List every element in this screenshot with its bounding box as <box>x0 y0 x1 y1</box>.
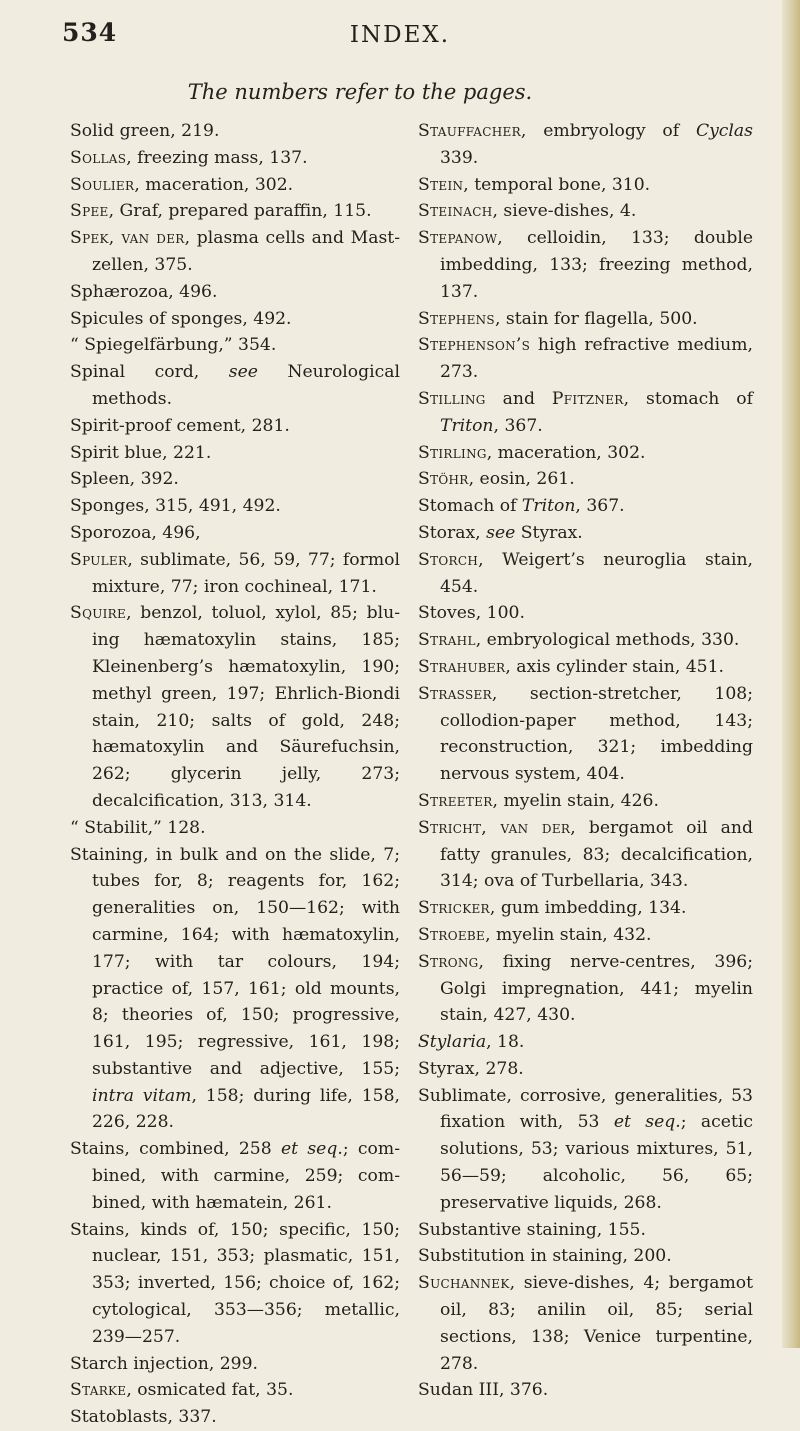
index-entry <box>418 1083 753 1217</box>
entry-segment: , Graf, prepared paraffin, 115. <box>108 201 372 222</box>
index-entry <box>418 172 753 199</box>
entry-segment: 339. <box>440 147 479 168</box>
entry-segment: , sieve-dishes, 4; bergamot oil, 83; anilin oil, 85; serial sections, 138; Venice turpentine, 278. <box>440 1273 753 1374</box>
index-entry <box>418 1217 753 1244</box>
index-entry <box>70 466 400 493</box>
index-entry <box>70 520 400 547</box>
entry-segment: , Weigert’s neuroglia stain, 454. <box>440 549 753 597</box>
entry-segment: see <box>486 522 516 543</box>
entry-segment: Strahuber <box>418 656 506 677</box>
entry-segment: , embryology of <box>520 121 696 141</box>
entry-segment: Starke <box>70 1380 127 1401</box>
index-entry <box>418 466 753 493</box>
entry-segment: Spuler <box>70 549 128 570</box>
page-edge <box>782 0 800 1348</box>
entry-segment: Suchannek <box>418 1273 510 1294</box>
index-entry <box>418 895 753 922</box>
entry-segment: Stilling <box>418 388 486 409</box>
index-entry <box>418 788 753 815</box>
index-entry <box>70 1136 400 1216</box>
entry-segment: “ Stabilit,” 128. <box>70 817 206 838</box>
entry-segment: Stylaria <box>418 1032 487 1053</box>
entry-segment: Cyclas <box>695 121 753 141</box>
index-entry <box>418 547 753 601</box>
entry-segment: Neurological methods. <box>92 362 401 409</box>
index-entry <box>70 145 400 172</box>
entry-segment: ; combined, with carmine, 259; combined, with hæmatein, 261. <box>92 1139 401 1213</box>
entry-segment: Stirling <box>418 442 487 463</box>
entry-segment: Strasser <box>418 683 492 704</box>
index-entry <box>70 842 400 1137</box>
entry-segment: Spek, van der <box>70 228 185 249</box>
entry-segment: Spee <box>70 201 109 222</box>
index-entry <box>418 1029 753 1056</box>
entry-segment: Statoblasts, 337. <box>70 1407 217 1428</box>
entry-segment: Spinal cord, <box>70 362 229 383</box>
index-entry <box>70 118 400 145</box>
entry-segment: “ Spiegelfärbung,” 354. <box>70 335 277 356</box>
entry-segment: ; acetic solutions, 53; various mixtures, 51, 56—59; alcoholic, 56, 65; preservative liquids, 268. <box>440 1112 753 1213</box>
index-entry <box>70 1404 400 1431</box>
entry-segment: , section-stretcher, 108; collodion-paper method, 143; reconstruction, 321; imbedding nervous system, 404. <box>440 683 753 785</box>
entry-segment: Stains, combined, 258 <box>70 1139 281 1160</box>
index-entry <box>418 1270 753 1377</box>
entry-segment: Storch <box>418 549 479 570</box>
entry-segment: Sudan III, 376. <box>418 1380 549 1401</box>
entry-segment: , embryological methods, 330. <box>475 630 740 651</box>
entry-segment: , 367. <box>575 496 625 517</box>
entry-segment: Styrax. <box>515 522 583 543</box>
entry-segment: Sollas <box>70 147 127 168</box>
index-entry <box>418 118 753 172</box>
entry-segment: , eosin, 261. <box>468 469 575 490</box>
entry-segment: , 367. <box>493 415 543 436</box>
index-entry <box>70 440 400 467</box>
entry-segment: Stephens <box>418 308 495 329</box>
index-entry <box>70 198 400 225</box>
entry-segment: Spicules of sponges, 492. <box>70 308 292 329</box>
entry-segment: , gum imbedding, 134. <box>489 898 687 919</box>
entry-segment: Sublimate, corrosive, generalities, 53 fixation with, 53 <box>418 1085 753 1133</box>
index-entry <box>418 922 753 949</box>
entry-segment: , maceration, 302. <box>486 442 646 463</box>
entry-segment: , maceration, 302. <box>134 174 294 195</box>
index-entry <box>418 1377 753 1404</box>
index-column-right <box>418 118 753 1404</box>
index-entry <box>70 359 400 413</box>
entry-segment: , osmicated fat, 35. <box>126 1380 294 1401</box>
page-subtitle: The numbers refer to the pages. <box>187 80 533 104</box>
entry-segment: , 18. <box>486 1032 525 1053</box>
index-entry <box>418 225 753 305</box>
entry-segment: , stain for flagella, 500. <box>494 308 698 329</box>
index-entry <box>418 440 753 467</box>
entry-segment: Steinach <box>418 201 493 222</box>
entry-segment: Stroebe <box>418 924 486 945</box>
entry-segment: Streeter <box>418 790 493 811</box>
entry-segment: Starch injection, 299. <box>70 1353 259 1374</box>
index-entry <box>70 225 400 279</box>
entry-segment: Stepanow <box>418 228 498 249</box>
entry-segment: , freezing mass, 137. <box>126 147 308 168</box>
index-entry <box>70 279 400 306</box>
entry-segment: Spirit-proof cement, 281. <box>70 415 290 436</box>
index-entry <box>70 1377 400 1404</box>
entry-segment: , myelin stain, 432. <box>485 924 652 945</box>
entry-segment: et seq. <box>613 1112 681 1133</box>
entry-segment: , myelin stain, 426. <box>492 790 659 811</box>
index-entry <box>70 172 400 199</box>
entry-segment: Strahl <box>418 630 476 651</box>
entry-segment: Spleen, 392. <box>70 469 179 490</box>
entry-segment: , axis cylinder stain, 451. <box>505 656 725 677</box>
entry-segment: , bergamot oil and fatty granules, 83; decalcification, 314; ova of Turbellaria, 343. <box>440 817 753 892</box>
index-entry <box>70 413 400 440</box>
entry-segment: , 158; during life, 158, 226, 228. <box>92 1085 401 1133</box>
entry-segment: , temporal bone, 310. <box>463 174 651 195</box>
entry-segment: , sieve-dishes, 4. <box>492 201 637 222</box>
index-entry <box>70 1217 400 1351</box>
index-entry <box>418 386 753 440</box>
entry-segment: Substantive staining, 155. <box>418 1219 646 1240</box>
index-entry <box>418 654 753 681</box>
index-entry <box>70 332 400 359</box>
index-entry <box>70 306 400 333</box>
entry-segment: Storax, <box>418 522 487 543</box>
entry-segment: Stephenson’s <box>418 335 531 356</box>
entry-segment: Stöhr <box>418 469 469 490</box>
index-entry <box>70 600 400 814</box>
index-entry <box>418 681 753 788</box>
index-entry <box>70 493 400 520</box>
entry-segment: , plasma cells and Mastzellen, 375. <box>92 228 400 275</box>
index-entry <box>418 306 753 333</box>
index-entry <box>70 547 400 601</box>
entry-segment: Solid green, 219. <box>70 121 220 141</box>
entry-segment: Stomach of <box>418 496 522 517</box>
entry-segment: Sporozoa, 496, <box>70 522 201 543</box>
entry-segment: high refractive medium, 273. <box>440 335 753 383</box>
running-head: INDEX. <box>349 22 451 48</box>
entry-segment: Sphærozoa, 496. <box>70 281 218 302</box>
entry-segment: see <box>228 362 258 383</box>
entry-segment: intra vitam <box>92 1085 192 1106</box>
entry-segment: Stricht, van der <box>418 817 571 838</box>
index-entry <box>418 332 753 386</box>
page-number: 534 <box>62 18 118 47</box>
index-entry <box>418 493 753 520</box>
index-entry <box>418 198 753 225</box>
entry-segment: and <box>485 388 552 409</box>
entry-segment: Stauffacher <box>418 121 521 141</box>
index-entry <box>418 627 753 654</box>
entry-segment: Strong <box>418 951 479 972</box>
entry-segment: Stains, kinds of, 150; specific, 150; nuclear, 151, 353; plasmatic, 151, 353; inverted, 156; choice of, 162; cytological, 353—356; metallic, 239—257. <box>70 1219 400 1347</box>
entry-segment: , benzol, toluol, xylol, 85; bluing hæmatoxylin stains, 185; Kleinenberg’s hæmatoxylin, 190; methyl green, 197; Ehrlich-Biondi stain, 210; salts of gold, 248; hæmatoxylin and Säurefuchsin, 262; glycerin jelly, 273; decalcification, 313, 314. <box>92 603 400 811</box>
index-entry <box>418 815 753 895</box>
entry-segment: Stricker <box>418 898 490 919</box>
index-entry <box>418 1056 753 1083</box>
entry-segment: Substitution in staining, 200. <box>418 1246 672 1267</box>
index-entry <box>70 1351 400 1378</box>
entry-segment: Triton <box>440 415 494 436</box>
entry-segment: Triton <box>521 496 576 517</box>
entry-segment: Styrax, 278. <box>418 1058 524 1079</box>
index-entry <box>418 949 753 1029</box>
entry-segment: Sponges, 315, 491, 492. <box>70 496 281 517</box>
entry-segment: Staining, in bulk and on the slide, 7; tubes for, 8; reagents for, 162; generalities on, 150—162; with carmine, 164; with hæmatoxylin, 177; with tar colours, 194; practice of, 157, 161; old mounts, 8; theories of, 150; progressive, 161, 195; regressive, 161, 198; substantive and adjective, 155; <box>70 844 400 1079</box>
entry-segment: Pfitzner <box>551 388 624 409</box>
index-entry <box>418 600 753 627</box>
entry-segment: Spirit blue, 221. <box>70 442 212 463</box>
entry-segment: , celloidin, 133; double imbedding, 133; freezing method, 137. <box>440 228 753 302</box>
entry-segment: et seq. <box>280 1139 343 1160</box>
entry-segment: Stein <box>418 174 464 195</box>
index-entry <box>418 1243 753 1270</box>
entry-segment: Stoves, 100. <box>418 603 525 624</box>
entry-segment: Soulier <box>70 174 135 195</box>
index-entry <box>418 520 753 547</box>
entry-segment: Squire <box>70 603 127 624</box>
entry-segment: , fixing nerve-centres, 396; Golgi impregnation, 441; myelin stain, 427, 430. <box>440 951 753 1026</box>
index-entry <box>70 815 400 842</box>
entry-segment: , stomach of <box>623 388 753 409</box>
entry-segment: , sublimate, 56, 59, 77; formol mixture, 77; iron cochineal, 171. <box>92 549 400 597</box>
index-column-left <box>70 118 400 1431</box>
